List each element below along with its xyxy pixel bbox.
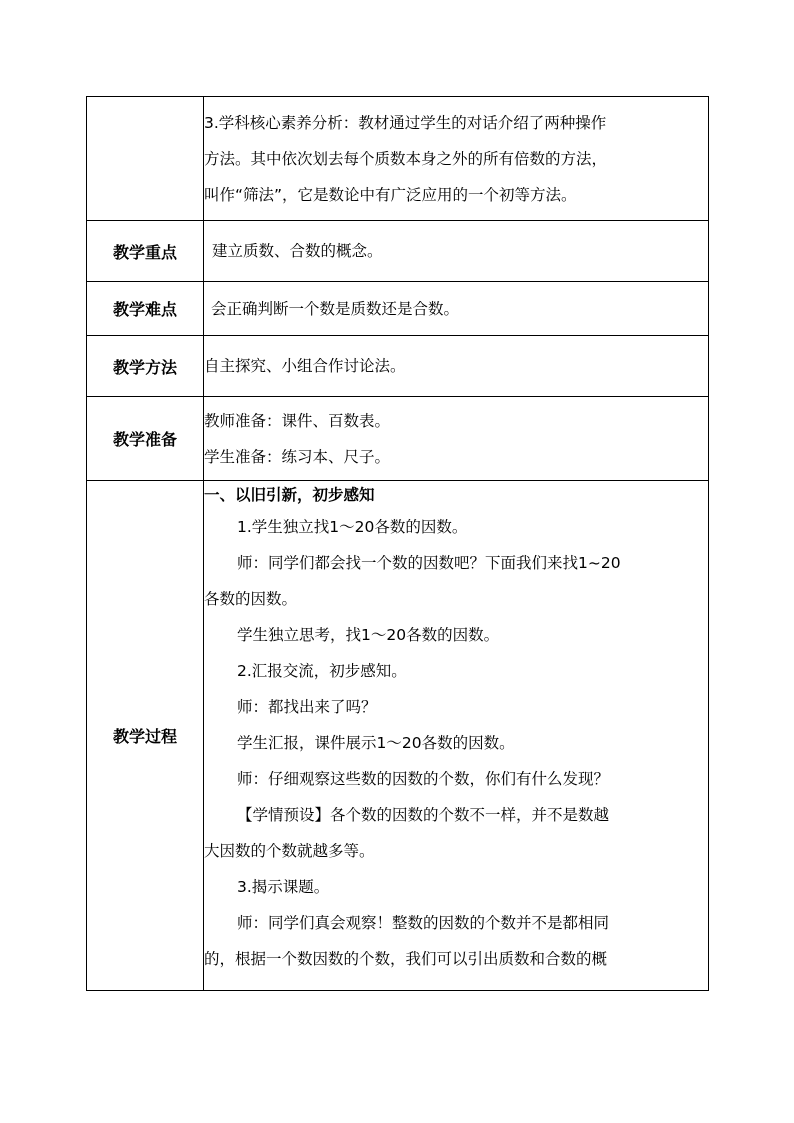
analysis-label: [87, 97, 204, 221]
difficulty-text: 会正确判断一个数是质数还是合数。: [211, 299, 460, 318]
analysis-line-3: 叫作“筛法”，它是数论中有广泛应用的一个初等方法。: [204, 185, 577, 204]
key-point-row: [87, 221, 709, 282]
difficulty-row: [87, 282, 709, 336]
analysis-content: [204, 97, 709, 221]
process-line-10: 大因数的个数就越多等。: [204, 842, 375, 860]
process-heading: 一、以旧引新，初步感知: [204, 486, 375, 504]
method-content: [204, 336, 709, 397]
preparation-student: 学生准备：练习本、尺子。: [204, 447, 391, 466]
analysis-line-2: 方法。其中依次划去每个质数本身之外的所有倍数的方法，: [204, 149, 608, 168]
preparation-teacher: 教师准备：课件、百数表。: [204, 411, 391, 430]
process-line-1: 1.学生独立找1～20各数的因数。: [237, 518, 468, 536]
process-line-13: 的，根据一个数因数的个数，我们可以引出质数和合数的概: [204, 950, 608, 968]
method-row: [87, 336, 709, 397]
process-line-4: 学生独立思考，找1～20各数的因数。: [237, 626, 500, 644]
process-label: 教学过程: [87, 481, 204, 991]
method-label: 教学方法: [87, 336, 204, 397]
difficulty-content: [204, 282, 709, 336]
process-line-9: 【学情预设】各个数的因数的个数不一样，并不是数越: [237, 806, 610, 824]
process-line-7: 学生汇报，课件展示1～20各数的因数。: [237, 734, 515, 752]
lesson-plan-table: [86, 96, 709, 991]
key-point-content: [204, 221, 709, 282]
process-line-2: 师：同学们都会找一个数的因数吧？下面我们来找1~20: [237, 554, 621, 572]
preparation-label: 教学准备: [87, 397, 204, 481]
preparation-row: [87, 397, 709, 481]
process-row: [87, 481, 709, 991]
process-line-11: 3.揭示课题。: [237, 878, 330, 896]
method-text: 自主探究、小组合作讨论法。: [204, 357, 406, 375]
analysis-line-1: 3.学科核心素养分析：教材通过学生的对话介绍了两种操作: [204, 113, 607, 132]
key-point-text: 建立质数、合数的概念。: [212, 242, 383, 260]
process-line-8: 师：仔细观察这些数的因数的个数，你们有什么发现？: [237, 770, 610, 788]
process-line-12: 师：同学们真会观察！整数的因数的个数并不是都相同: [237, 914, 610, 932]
process-line-5: 2.汇报交流，初步感知。: [237, 662, 407, 680]
difficulty-label: 教学难点: [87, 282, 204, 336]
key-point-label: 教学重点: [87, 221, 204, 282]
preparation-content: [204, 397, 709, 481]
process-line-3: 各数的因数。: [204, 590, 298, 608]
analysis-row: [87, 97, 709, 221]
process-content: [204, 481, 709, 991]
process-line-6: 师：都找出来了吗？: [237, 698, 377, 716]
